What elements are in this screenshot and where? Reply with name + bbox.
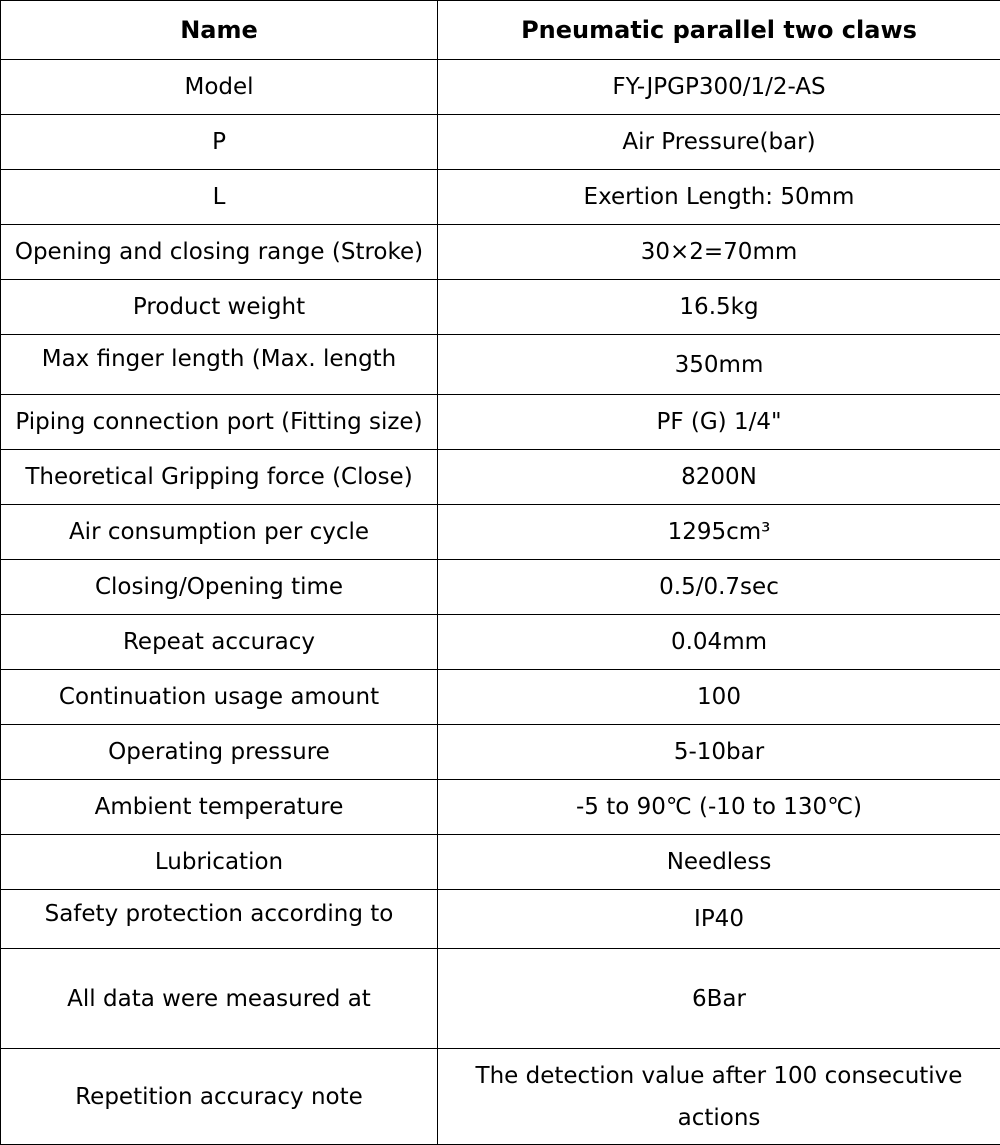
row-label: Piping connection port (Fitting size) [1,395,438,450]
table-row [1,335,1000,395]
row-value: 100 [438,670,1000,725]
row-label: Ambient temperature [1,780,438,835]
row-label: Lubrication [1,835,438,890]
table-row [1,60,1000,115]
row-value: 8200N [438,450,1000,505]
row-value: 5-10bar [438,725,1000,780]
row-value: -5 to 90℃ (-10 to 130℃) [438,780,1000,835]
row-label: Closing/Opening time [1,560,438,615]
table-row [1,560,1000,615]
row-value: 6Bar [438,949,1000,1049]
row-label: Operating pressure [1,725,438,780]
row-label: Safety protection according to [1,890,438,949]
table-row [1,450,1000,505]
table-row [1,890,1000,949]
row-value: Exertion Length: 50mm [438,170,1000,225]
row-label: Continuation usage amount [1,670,438,725]
table-row [1,835,1000,890]
row-value: 1295cm³ [438,505,1000,560]
table-row [1,780,1000,835]
table-row [1,115,1000,170]
row-value: 0.5/0.7sec [438,560,1000,615]
table-row [1,1049,1000,1145]
row-label: Theoretical Gripping force (Close) [1,450,438,505]
row-label: Air consumption per cycle [1,505,438,560]
table-row [1,670,1000,725]
row-value: 30×2=70mm [438,225,1000,280]
table-row [1,615,1000,670]
row-label: Model [1,60,438,115]
row-value: 0.04mm [438,615,1000,670]
row-label: All data were measured at [1,949,438,1049]
header-name-cell: Name [1,1,438,60]
row-label: Max finger length (Max. length [1,335,438,395]
row-value: 16.5kg [438,280,1000,335]
row-label: Product weight [1,280,438,335]
row-label: P [1,115,438,170]
row-label: Repetition accuracy note [1,1049,438,1145]
row-label: L [1,170,438,225]
row-value: 350mm [438,335,1000,395]
table-row [1,949,1000,1049]
table-row [1,505,1000,560]
row-label: Repeat accuracy [1,615,438,670]
table-row [1,725,1000,780]
row-value: PF (G) 1/4" [438,395,1000,450]
row-value: IP40 [438,890,1000,949]
header-value-cell: Pneumatic parallel two claws [438,1,1000,60]
table-row [1,225,1000,280]
table-header-row [1,1,1000,60]
table-row [1,280,1000,335]
row-value: FY-JPGP300/1/2-AS [438,60,1000,115]
row-value: The detection value after 100 consecutive actions [438,1049,1000,1145]
table-row [1,395,1000,450]
row-value: Air Pressure(bar) [438,115,1000,170]
row-label: Opening and closing range (Stroke) [1,225,438,280]
row-value: Needless [438,835,1000,890]
table-row [1,170,1000,225]
